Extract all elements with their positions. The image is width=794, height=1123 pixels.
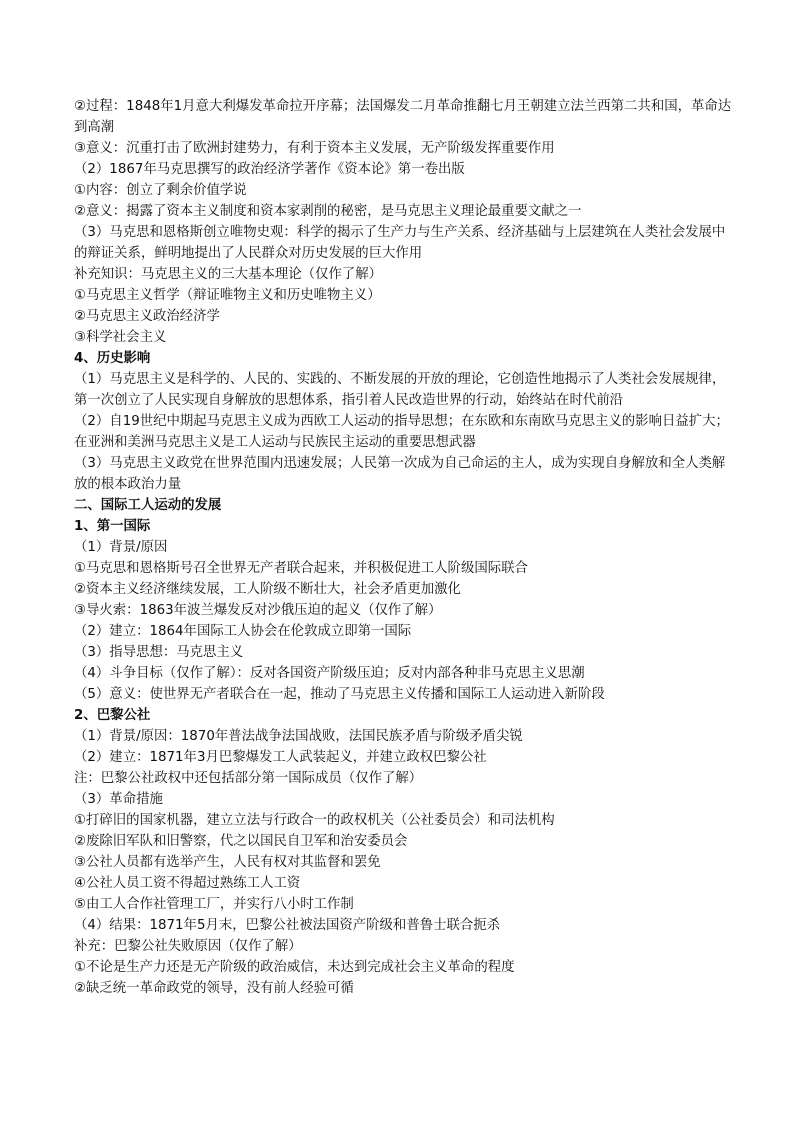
text-line: ③科学社会主义 (74, 330, 167, 345)
text-line: ①马克思主义哲学（辩证唯物主义和历史唯物主义） (74, 288, 381, 303)
text-line: （2）自19世纪中期起马克思主义成为西欧工人运动的指导思想；在东欧和东南欧马克思主义的影响日益扩大；在亚洲和美洲马克思主义是工人运动与民族民主运动的重要思想武器 (74, 414, 729, 450)
text-line: ①打碎旧的国家机器，建立立法与行政合一的政权机关（公社委员会）和司法机构 (74, 813, 555, 828)
text-line: （3）马克思主义政党在世界范围内迅速发展；人民第一次成为自己命运的主人，成为实现自身解放和全人类解放的根本政治力量 (74, 456, 726, 492)
text-line: （3）革命措施 (74, 792, 163, 807)
text-line: （1）背景/原因 (74, 540, 168, 555)
text-line: ②资本主义经济继续发展，工人阶级不断壮大，社会矛盾更加激化 (74, 582, 461, 597)
text-line: ④公社人员工资不得超过熟练工人工资 (74, 876, 301, 891)
text-line: （3）指导思想：马克思主义 (74, 645, 244, 660)
text-line: ①不论是生产力还是无产阶级的政治威信，未达到完成社会主义革命的程度 (74, 960, 515, 975)
text-line: ⑤由工人合作社管理工厂，并实行八小时工作制 (74, 897, 354, 912)
text-line: ③公社人员都有选举产生，人民有权对其监督和罢免 (74, 855, 381, 870)
text-line: ②废除旧军队和旧警察，代之以国民自卫军和治安委员会 (74, 834, 408, 849)
text-line: 补充知识：马克思主义的三大基本理论（仅作了解） (74, 267, 382, 282)
text-line: （4）斗争目标（仅作了解）：反对各国资产阶级压迫；反对内部各种非马克思主义思潮 (74, 666, 585, 681)
section-heading: 二、国际工人运动的发展 (74, 498, 222, 513)
text-line: ①内容：创立了剩余价值学说 (74, 183, 247, 198)
text-line: （4）结果：1871年5月末，巴黎公社被法国资产阶级和普鲁士联合扼杀 (74, 918, 501, 933)
text-line: （2）建立：1871年3月巴黎爆发工人武装起义，并建立政权巴黎公社 (74, 750, 487, 765)
section-heading: 4、历史影响 (74, 351, 151, 366)
text-line: ③导火索：1863年波兰爆发反对沙俄压迫的起义（仅作了解） (74, 603, 442, 618)
text-line: （1）马克思主义是科学的、人民的、实践的、不断发展的开放的理论，它创造性地揭示了人类社会发展规律，第一次创立了人民实现自身解放的思想体系，指引着人民改造世界的行动，始终站在时代前沿 (74, 372, 726, 408)
document-page (74, 96, 734, 999)
text-line: ②缺乏统一革命政党的领导，没有前人经验可循 (74, 981, 354, 996)
text-line: （2）1867年马克思撰写的政治经济学著作《资本论》第一卷出版 (74, 162, 465, 177)
section-heading: 2、巴黎公社 (74, 708, 151, 723)
text-line: ②马克思主义政治经济学 (74, 309, 220, 324)
text-line: ②过程：1848年1月意大利爆发革命拉开序幕；法国爆发二月革命推翻七月王朝建立法兰西第二共和国，革命达到高潮 (74, 99, 732, 135)
text-line: （1）背景/原因：1870年普法战争法国战败，法国民族矛盾与阶级矛盾尖锐 (74, 729, 523, 744)
text-line: ③意义：沉重打击了欧洲封建势力，有利于资本主义发展，无产阶级发挥重要作用 (74, 141, 555, 156)
text-line: ②意义：揭露了资本主义制度和资本家剥削的秘密，是马克思主义理论最重要文献之一 (74, 204, 582, 219)
section-heading: 1、第一国际 (74, 519, 151, 534)
text-line: （3）马克思和恩格斯创立唯物史观：科学的揭示了生产力与生产关系、经济基础与上层建筑在人类社会发展中的辩证关系，鲜明地提出了人民群众对历史发展的巨大作用 (74, 225, 726, 261)
text-line: （5）意义：使世界无产者联合在一起，推动了马克思主义传播和国际工人运动进入新阶段 (74, 687, 605, 702)
text-line: ①马克思和恩格斯号召全世界无产者联合起来，并积极促进工人阶级国际联合 (74, 561, 528, 576)
text-line: 补充：巴黎公社失败原因（仅作了解） (74, 939, 302, 954)
text-line: （2）建立：1864年国际工人协会在伦敦成立即第一国际 (74, 624, 412, 639)
text-line: 注：巴黎公社政权中还包括部分第一国际成员（仅作了解） (74, 771, 423, 786)
